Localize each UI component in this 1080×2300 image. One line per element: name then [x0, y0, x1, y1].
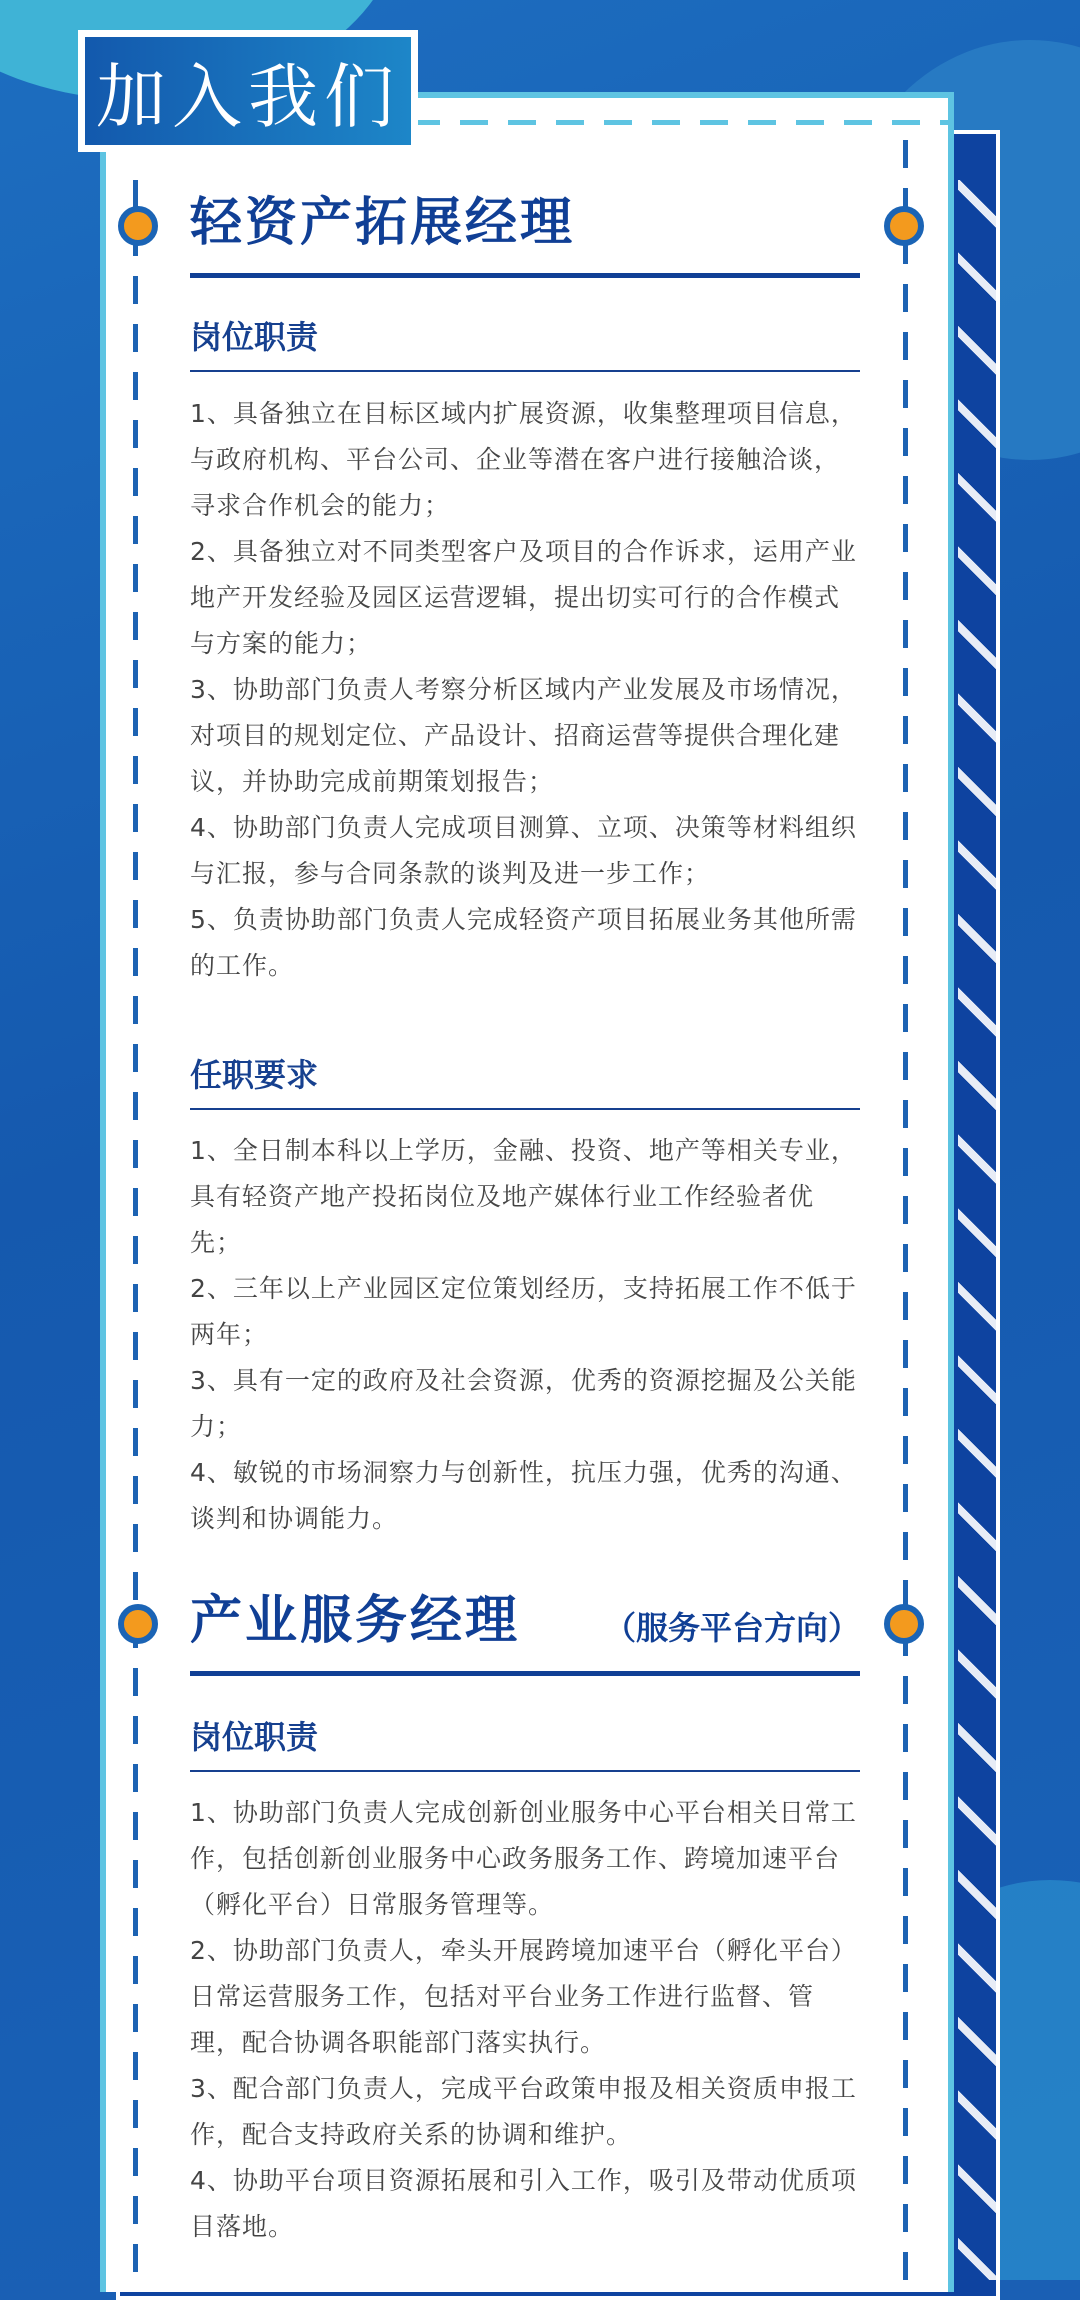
dashed-border-top — [412, 120, 952, 125]
diagonal-stripes-decor — [958, 180, 998, 2280]
list-item: 3、具有一定的政府及社会资源，优秀的资源挖掘及公关能力； — [190, 1366, 857, 1441]
list-item: 1、具备独立在目标区域内扩展资源，收集整理项目信息，与政府机构、平台公司、企业等潜在客户进行接触洽谈，寻求合作机会的能力； — [190, 399, 857, 520]
orange-dot-icon — [118, 1604, 158, 1644]
list-item: 4、协助平台项目资源拓展和引入工作，吸引及带动优质项目落地。 — [190, 2166, 857, 2241]
orange-dot-icon — [118, 206, 158, 246]
responsibility-list — [190, 391, 860, 989]
section-title: 产业服务经理 — [190, 1591, 521, 1651]
subsection-heading: 任职要求 — [190, 1056, 319, 1094]
list-item: 3、配合部门负责人，完成平台政策申报及相关资质申报工作，配合支持政府关系的协调和维护。 — [190, 2074, 857, 2149]
list-item: 2、三年以上产业园区定位策划经历，支持拓展工作不低于两年； — [190, 1274, 857, 1349]
section-title: 轻资产拓展经理 — [190, 193, 576, 253]
list-item: 5、负责协助部门负责人完成轻资产项目拓展业务其他所需的工作。 — [190, 905, 857, 980]
subsection-heading-bar — [190, 312, 860, 372]
section-title-bar — [190, 1586, 860, 1676]
dashed-border-right — [903, 140, 908, 2280]
list-item: 2、具备独立对不同类型客户及项目的合作诉求，运用产业地产开发经验及园区运营逻辑，提出切实可行的合作模式与方案的能力； — [190, 537, 857, 658]
subsection-heading-bar — [190, 1050, 860, 1110]
subsection-heading: 岗位职责 — [190, 1718, 319, 1756]
orange-dot-icon — [884, 206, 924, 246]
responsibility-list — [190, 1790, 860, 2250]
list-item: 1、协助部门负责人完成创新创业服务中心平台相关日常工作，包括创新创业服务中心政务服务工作、跨境加速平台（孵化平台）日常服务管理等。 — [190, 1798, 857, 1919]
requirement-list — [190, 1128, 860, 1542]
orange-dot-icon — [884, 1604, 924, 1644]
list-item: 4、敏锐的市场洞察力与创新性，抗压力强，优秀的沟通、谈判和协调能力。 — [190, 1458, 857, 1533]
header-title-banner — [85, 37, 411, 145]
page-title: 加入我们 — [96, 55, 400, 138]
list-item: 1、全日制本科以上学历，金融、投资、地产等相关专业，具有轻资产地产投拓岗位及地产媒体行业工作经验者优先； — [190, 1136, 857, 1257]
subsection-heading-bar — [190, 1712, 860, 1772]
header-title-box — [78, 30, 418, 152]
list-item: 3、协助部门负责人考察分析区域内产业发展及市场情况，对项目的规划定位、产品设计、招商运营等提供合理化建议，并协助完成前期策划报告； — [190, 675, 857, 796]
section-title-bar — [190, 188, 860, 278]
subsection-heading: 岗位职责 — [190, 318, 319, 356]
list-item: 2、协助部门负责人，牵头开展跨境加速平台（孵化平台）日常运营服务工作，包括对平台业务工作进行监督、管理，配合协调各职能部门落实执行。 — [190, 1936, 857, 2057]
dashed-border-left — [133, 180, 138, 2280]
section-subtitle: （服务平台方向） — [603, 1609, 860, 1647]
list-item: 4、协助部门负责人完成项目测算、立项、决策等材料组织与汇报，参与合同条款的谈判及进一步工作； — [190, 813, 857, 888]
